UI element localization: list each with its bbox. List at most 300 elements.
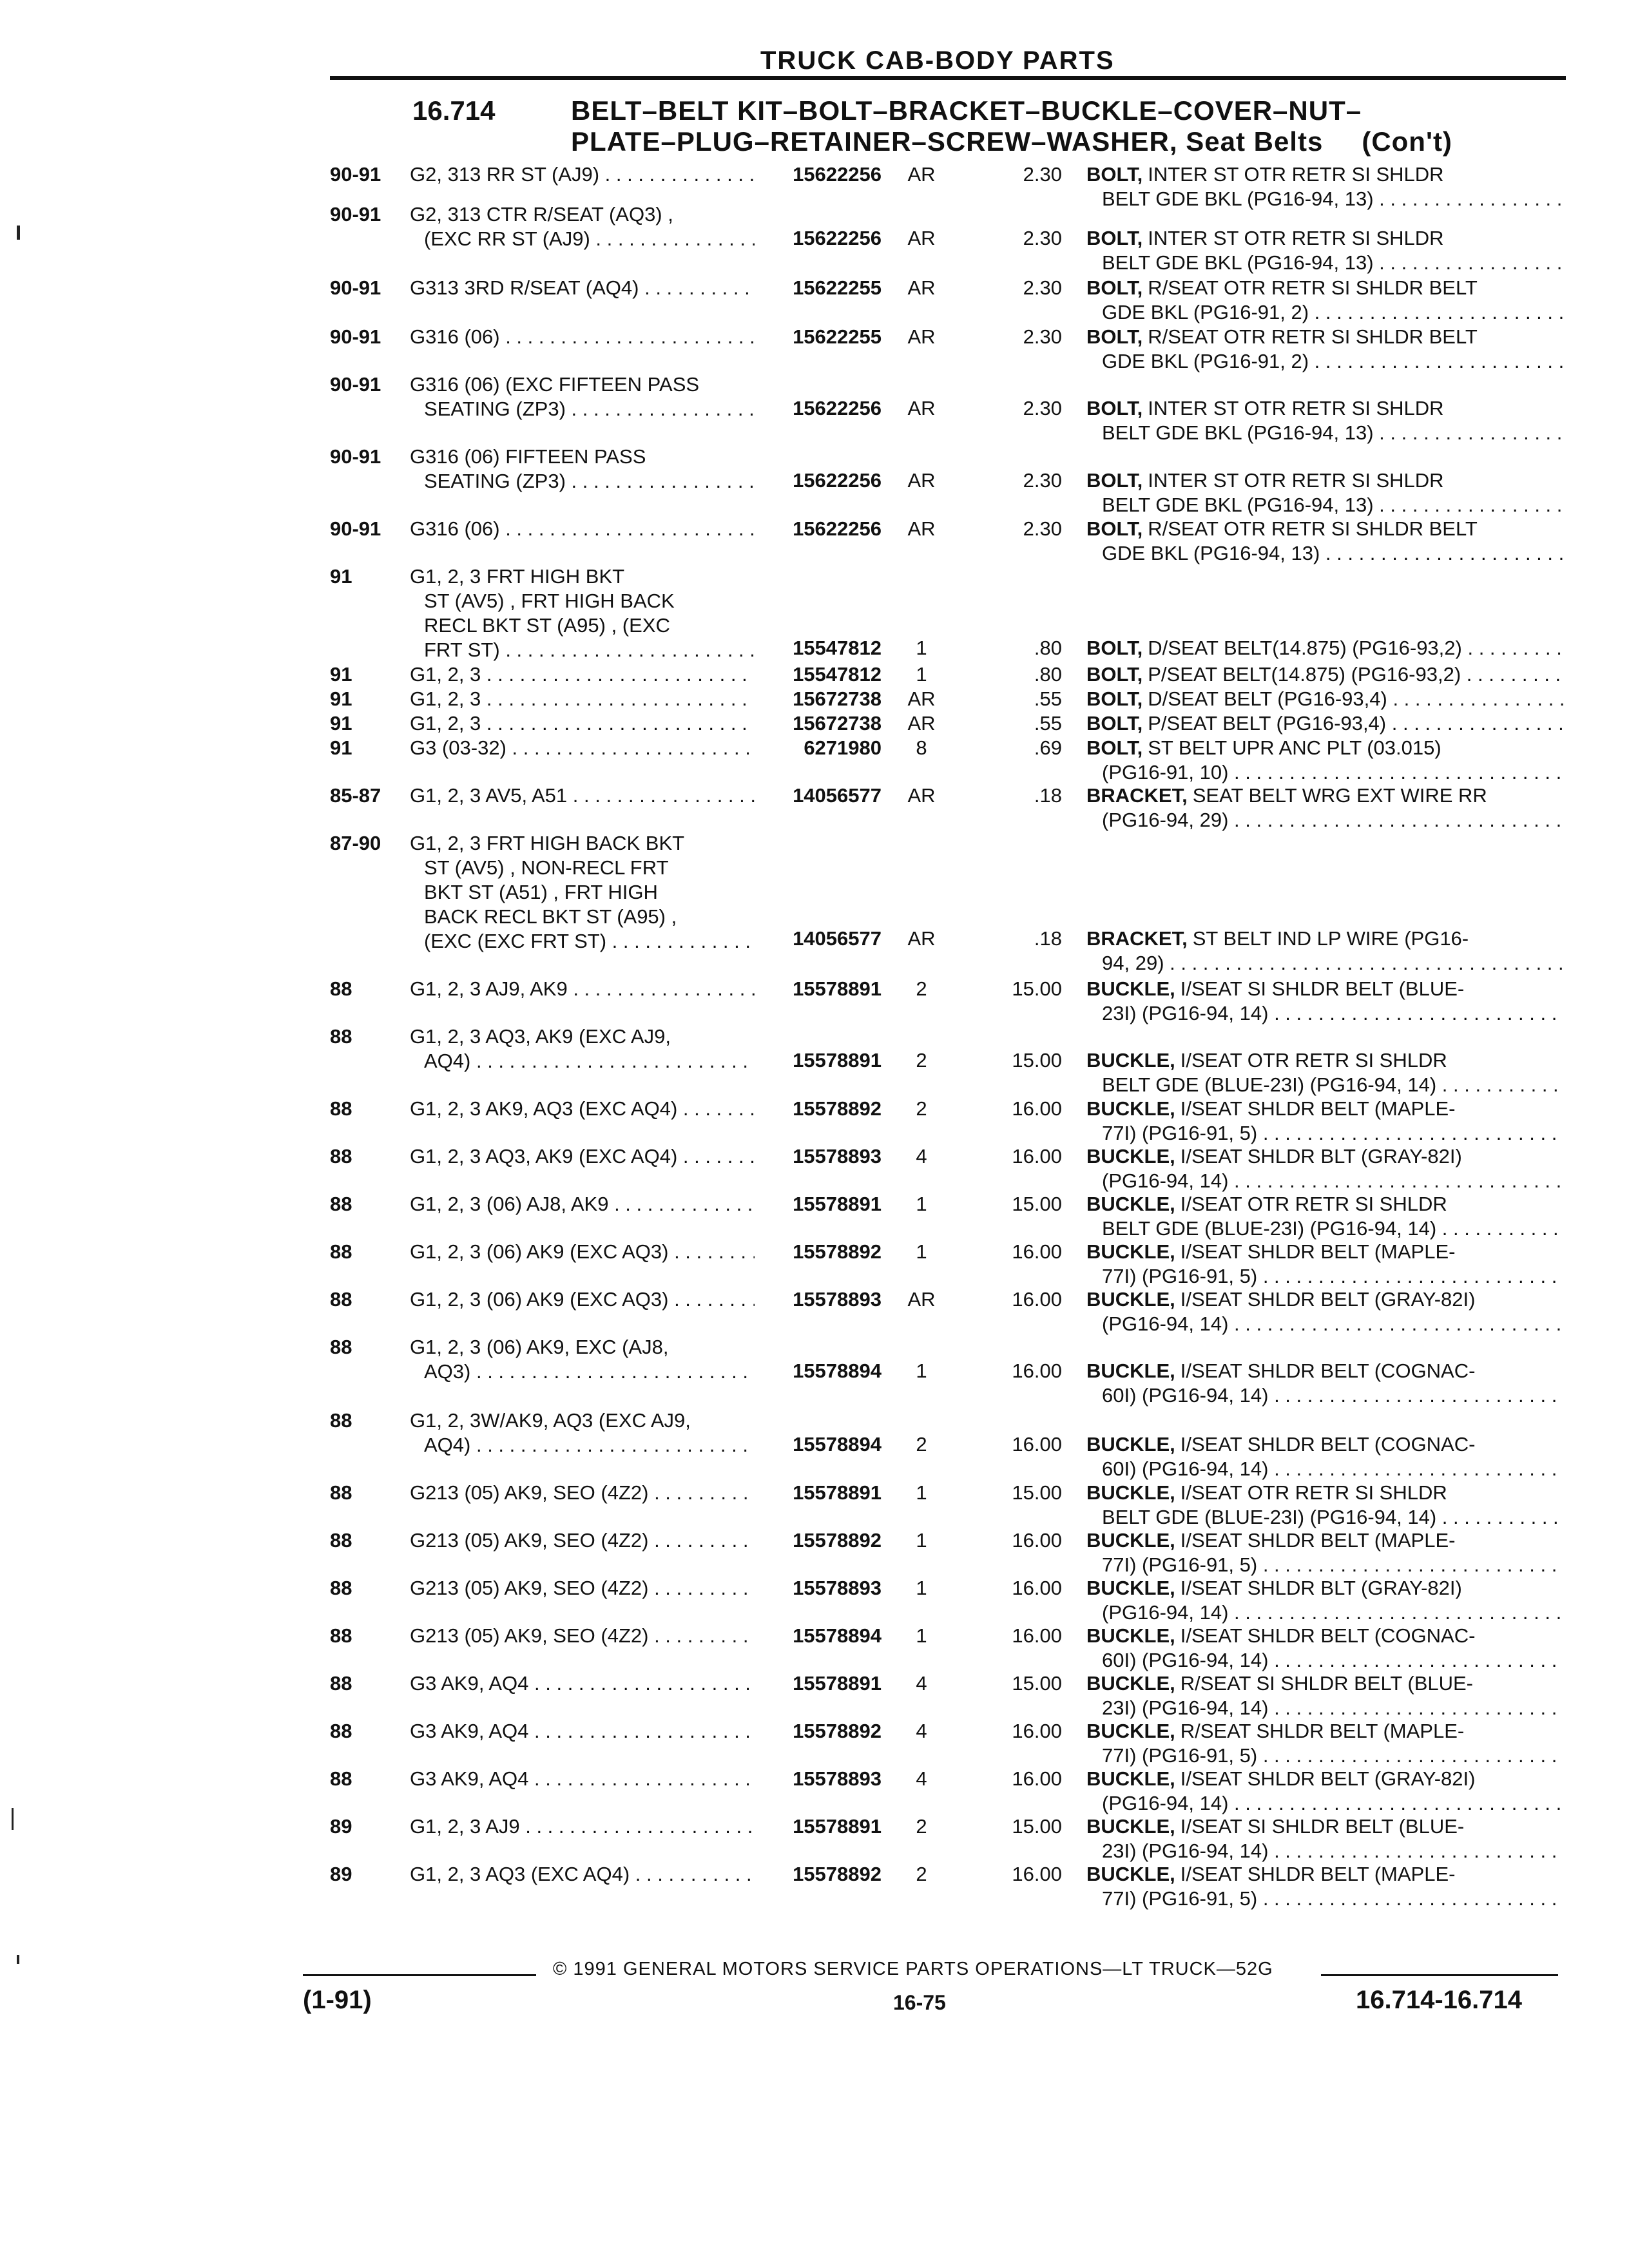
part-number: 15578891: [793, 1049, 882, 1072]
part-description: [1086, 1719, 1563, 1768]
quantity: 2: [916, 1049, 927, 1072]
application-line: AQ4) . . .: [410, 1049, 755, 1073]
section-number: 16.714: [412, 95, 496, 126]
application-text: [410, 736, 755, 760]
model-year: 91: [330, 712, 352, 735]
description-text: I/SEAT SHLDR BELT (GRAY-82I): [1180, 1767, 1476, 1790]
application-line: G316 (06) . . .: [410, 517, 755, 541]
application-line: G3 AK9, AQ4 . . .: [410, 1767, 755, 1791]
application-line: G1, 2, 3 (06) AK9, EXC (AJ8,: [410, 1336, 669, 1358]
quantity: 4: [916, 1720, 927, 1742]
description-text: I/SEAT OTR RETR SI SHLDR: [1180, 1193, 1447, 1215]
part-description: [1086, 1048, 1563, 1097]
description-line: [1086, 1576, 1563, 1600]
part-number: 15622256: [793, 517, 882, 540]
description-text: I/SEAT SHLDR BELT (MAPLE-: [1180, 1529, 1456, 1552]
application-line: G2, 313 RR ST (AJ9) . . .: [410, 162, 755, 187]
description-line: (PG16-91, 10) . . .: [1086, 760, 1563, 785]
application-line: G1, 2, 3 AQ3 (EXC AQ4) . . .: [410, 1862, 755, 1887]
quantity: AR: [907, 1288, 936, 1311]
part-name: BUCKLE,: [1086, 1360, 1175, 1382]
description-line: 60I) (PG16-94, 14) . . .: [1086, 1457, 1563, 1481]
part-name: BUCKLE,: [1086, 977, 1175, 1000]
price: .55: [1034, 712, 1062, 735]
description-line: [1086, 517, 1563, 541]
model-year: 89: [330, 1863, 352, 1885]
application-text: [410, 1481, 755, 1505]
application-text: [410, 276, 755, 300]
part-description: [1086, 1144, 1563, 1193]
part-name: BOLT,: [1086, 276, 1143, 299]
price: 16.00: [1012, 1720, 1062, 1742]
part-number: 6271980: [804, 736, 882, 759]
application-text: [410, 711, 755, 736]
model-year: 88: [330, 1720, 352, 1742]
quantity: 2: [916, 977, 927, 1000]
price: 15.00: [1012, 1481, 1062, 1504]
model-year: 90-91: [330, 276, 381, 299]
description-text: SEAT BELT WRG EXT WIRE RR: [1192, 784, 1487, 807]
price: 16.00: [1012, 1240, 1062, 1263]
part-number: 14056577: [793, 784, 882, 807]
model-year: 88: [330, 1025, 352, 1048]
description-text: I/SEAT SHLDR BELT (MAPLE-: [1180, 1097, 1456, 1120]
part-name: BOLT,: [1086, 469, 1143, 492]
part-description: [1086, 162, 1563, 211]
quantity: AR: [907, 276, 936, 299]
part-name: BUCKLE,: [1086, 1193, 1175, 1215]
description-line: [1086, 325, 1563, 349]
application-line: AQ4) . . .: [410, 1433, 755, 1457]
model-year: 88: [330, 1529, 352, 1552]
description-text: P/SEAT BELT(14.875) (PG16-93,2): [1148, 663, 1461, 686]
part-description: [1086, 1097, 1563, 1146]
quantity: 2: [916, 1097, 927, 1120]
application-text: [410, 517, 755, 541]
description-text: R/SEAT SHLDR BELT (MAPLE-: [1180, 1720, 1465, 1742]
model-year: 90-91: [330, 203, 381, 226]
application-text: [410, 1528, 755, 1553]
description-line: [1086, 687, 1563, 711]
quantity: 1: [916, 1577, 927, 1599]
application-text: [410, 1624, 755, 1648]
description-line: [1086, 1862, 1563, 1887]
part-number: 15672738: [793, 687, 882, 710]
model-year: 88: [330, 1240, 352, 1263]
part-description: [1086, 783, 1563, 832]
model-year: 88: [330, 977, 352, 1000]
description-line: 77I) (PG16-91, 5) . . .: [1086, 1121, 1563, 1146]
description-line: [1086, 1240, 1563, 1264]
description-text: INTER ST OTR RETR SI SHLDR: [1148, 163, 1444, 186]
application-line: AQ3) . . .: [410, 1360, 755, 1384]
part-name: BOLT,: [1086, 227, 1143, 249]
application-line: G3 AK9, AQ4 . . .: [410, 1719, 755, 1744]
part-name: BUCKLE,: [1086, 1624, 1175, 1647]
part-description: [1086, 1576, 1563, 1625]
part-number: 15622255: [793, 325, 882, 348]
part-number: 15578891: [793, 1193, 882, 1215]
binding-mark: [12, 1808, 14, 1830]
model-year: 91: [330, 565, 352, 588]
description-line: [1086, 1097, 1563, 1121]
model-year: 87-90: [330, 832, 381, 854]
quantity: AR: [907, 163, 936, 186]
part-number: 15578892: [793, 1240, 882, 1263]
description-line: 60I) (PG16-94, 14) . . .: [1086, 1383, 1563, 1408]
description-text: I/SEAT SI SHLDR BELT (BLUE-: [1180, 977, 1465, 1000]
quantity: AR: [907, 927, 936, 950]
description-line: [1086, 1144, 1563, 1169]
application-text: [410, 831, 755, 954]
application-line: G1, 2, 3 AQ3, AK9 (EXC AJ9,: [410, 1025, 671, 1048]
price: 15.00: [1012, 977, 1062, 1000]
application-text: [410, 372, 755, 421]
model-year: 85-87: [330, 784, 381, 807]
application-text: [410, 1671, 755, 1696]
quantity: AR: [907, 397, 936, 419]
description-line: [1086, 1814, 1563, 1839]
model-year: 88: [330, 1336, 352, 1358]
part-name: BOLT,: [1086, 163, 1143, 186]
application-line: G213 (05) AK9, SEO (4Z2) . . .: [410, 1576, 755, 1600]
description-line: GDE BKL (PG16-91, 2) . . .: [1086, 349, 1563, 374]
price: 2.30: [1023, 469, 1062, 492]
description-line: BELT GDE (BLUE-23I) (PG16-94, 14) . . .: [1086, 1505, 1563, 1530]
quantity: AR: [907, 325, 936, 348]
part-number: 15547812: [793, 637, 882, 659]
application-line: BACK RECL BKT ST (A95) ,: [424, 905, 677, 928]
part-number: 15622256: [793, 163, 882, 186]
part-description: [1086, 325, 1563, 374]
application-text: [410, 1719, 755, 1744]
description-text: I/SEAT SHLDR BELT (MAPLE-: [1180, 1863, 1456, 1885]
application-text: [410, 202, 755, 251]
part-number: 15578894: [793, 1433, 882, 1456]
part-description: [1086, 636, 1563, 660]
application-line: G213 (05) AK9, SEO (4Z2) . . .: [410, 1528, 755, 1553]
price: 15.00: [1012, 1193, 1062, 1215]
price: 2.30: [1023, 325, 1062, 348]
application-line: (EXC RR ST (AJ9) . . .: [410, 227, 755, 251]
footer-rule-left: [303, 1974, 536, 1976]
application-line: ST (AV5) , FRT HIGH BACK: [424, 590, 675, 612]
price: 2.30: [1023, 276, 1062, 299]
quantity: AR: [907, 784, 936, 807]
description-text: I/SEAT SHLDR BLT (GRAY-82I): [1180, 1577, 1462, 1599]
description-line: BELT GDE (BLUE-23I) (PG16-94, 14) . . .: [1086, 1073, 1563, 1097]
model-year: 88: [330, 1767, 352, 1790]
part-description: [1086, 1814, 1563, 1863]
price: .69: [1034, 736, 1062, 759]
description-line: [1086, 1528, 1563, 1553]
model-year: 91: [330, 736, 352, 759]
application-text: [410, 783, 755, 808]
application-line: G1, 2, 3 . . .: [410, 662, 755, 687]
application-line: G1, 2, 3W/AK9, AQ3 (EXC AJ9,: [410, 1409, 691, 1432]
application-text: [410, 977, 755, 1001]
price: 16.00: [1012, 1360, 1062, 1382]
binding-mark: [17, 1955, 19, 1964]
price: 15.00: [1012, 1049, 1062, 1072]
model-year: 91: [330, 687, 352, 710]
model-year: 91: [330, 663, 352, 686]
description-text: D/SEAT BELT (PG16-93,4): [1148, 687, 1387, 710]
application-text: [410, 1335, 755, 1384]
price: 15.00: [1012, 1672, 1062, 1695]
footer-page-number: 16-75: [893, 1991, 946, 2014]
application-text: [410, 1144, 755, 1169]
part-name: BUCKLE,: [1086, 1863, 1175, 1885]
part-name: BOLT,: [1086, 736, 1143, 759]
price: 16.00: [1012, 1433, 1062, 1456]
part-name: BUCKLE,: [1086, 1767, 1175, 1790]
description-line: [1086, 276, 1563, 300]
application-line: FRT ST) . . .: [410, 638, 755, 662]
part-name: BUCKLE,: [1086, 1433, 1175, 1456]
description-line: GDE BKL (PG16-94, 13) . . .: [1086, 541, 1563, 566]
part-name: BRACKET,: [1086, 784, 1188, 807]
part-name: BOLT,: [1086, 517, 1143, 540]
application-text: [410, 662, 755, 687]
model-year: 88: [330, 1672, 352, 1695]
description-text: ST BELT UPR ANC PLT (03.015): [1148, 736, 1441, 759]
application-line: SEATING (ZP3) . . .: [410, 397, 755, 421]
description-line: [1086, 1432, 1563, 1457]
description-text: I/SEAT SI SHLDR BELT (BLUE-: [1180, 1815, 1465, 1838]
application-line: G3 AK9, AQ4 . . .: [410, 1671, 755, 1696]
description-line: 77I) (PG16-91, 5) . . .: [1086, 1744, 1563, 1768]
description-line: [1086, 1048, 1563, 1073]
model-year: 90-91: [330, 373, 381, 396]
quantity: 4: [916, 1145, 927, 1168]
description-line: (PG16-94, 14) . . .: [1086, 1791, 1563, 1816]
part-number: 15578894: [793, 1624, 882, 1647]
part-number: 15578893: [793, 1288, 882, 1311]
part-description: [1086, 396, 1563, 445]
part-name: BUCKLE,: [1086, 1815, 1175, 1838]
application-line: G316 (06) . . .: [410, 325, 755, 349]
application-text: [410, 1767, 755, 1791]
model-year: 88: [330, 1145, 352, 1168]
part-number: 15578892: [793, 1097, 882, 1120]
section-title-line1: BELT–BELT KIT–BOLT–BRACKET–BUCKLE–COVER–NUT–: [571, 95, 1362, 126]
part-description: [1086, 1287, 1563, 1336]
description-line: [1086, 927, 1563, 951]
application-text: [410, 564, 755, 662]
description-line: [1086, 1359, 1563, 1383]
description-line: BELT GDE (BLUE-23I) (PG16-94, 14) . . .: [1086, 1216, 1563, 1241]
part-number: 15622255: [793, 276, 882, 299]
quantity: 1: [916, 1360, 927, 1382]
quantity: 4: [916, 1767, 927, 1790]
application-text: [410, 325, 755, 349]
part-number: 15622256: [793, 227, 882, 249]
price: 2.30: [1023, 227, 1062, 249]
part-number: 15578893: [793, 1577, 882, 1599]
price: .55: [1034, 687, 1062, 710]
application-text: [410, 1814, 755, 1839]
description-text: INTER ST OTR RETR SI SHLDR: [1148, 469, 1444, 492]
part-description: [1086, 1671, 1563, 1720]
quantity: 4: [916, 1672, 927, 1695]
price: 2.30: [1023, 517, 1062, 540]
part-number: 15547812: [793, 663, 882, 686]
application-line: G1, 2, 3 FRT HIGH BACK BKT: [410, 832, 685, 854]
description-line: 23I) (PG16-94, 14) . . .: [1086, 1001, 1563, 1026]
quantity: 2: [916, 1863, 927, 1885]
description-line: [1086, 1624, 1563, 1648]
description-text: R/SEAT OTR RETR SI SHLDR BELT: [1148, 325, 1478, 348]
description-line: [1086, 396, 1563, 421]
part-name: BOLT,: [1086, 687, 1143, 710]
part-name: BOLT,: [1086, 397, 1143, 419]
binding-mark: [17, 226, 20, 240]
application-line: G316 (06) (EXC FIFTEEN PASS: [410, 373, 700, 396]
description-line: [1086, 1671, 1563, 1696]
part-number: 14056577: [793, 927, 882, 950]
description-line: 23I) (PG16-94, 14) . . .: [1086, 1696, 1563, 1720]
part-name: BUCKLE,: [1086, 1577, 1175, 1599]
price: 2.30: [1023, 397, 1062, 419]
price: 16.00: [1012, 1863, 1062, 1885]
part-description: [1086, 1432, 1563, 1481]
application-line: G3 (03-32) . . .: [410, 736, 755, 760]
description-line: [1086, 736, 1563, 760]
description-line: [1086, 162, 1563, 187]
model-year: 89: [330, 1815, 352, 1838]
description-line: [1086, 226, 1563, 251]
description-line: [1086, 636, 1563, 660]
description-line: 77I) (PG16-91, 5) . . .: [1086, 1887, 1563, 1911]
application-line: G213 (05) AK9, SEO (4Z2) . . .: [410, 1624, 755, 1648]
part-description: [1086, 517, 1563, 566]
part-number: 15622256: [793, 469, 882, 492]
part-number: 15578892: [793, 1529, 882, 1552]
application-text: [410, 1240, 755, 1264]
part-description: [1086, 468, 1563, 517]
application-line: G1, 2, 3 . . .: [410, 687, 755, 711]
part-name: BOLT,: [1086, 712, 1143, 735]
footer-date-code: (1-91): [303, 1986, 372, 2014]
model-year: 90-91: [330, 445, 381, 468]
application-line: G1, 2, 3 (06) AK9 (EXC AQ3) . . .: [410, 1287, 755, 1312]
application-line: ST (AV5) , NON-RECL FRT: [424, 856, 669, 879]
part-description: [1086, 662, 1563, 687]
price: 16.00: [1012, 1288, 1062, 1311]
description-line: BELT GDE BKL (PG16-94, 13) . . .: [1086, 251, 1563, 275]
description-line: BELT GDE BKL (PG16-94, 13) . . .: [1086, 187, 1563, 211]
application-line: (EXC (EXC FRT ST) . . .: [410, 929, 755, 954]
price: .18: [1034, 927, 1062, 950]
part-number: 15578891: [793, 1481, 882, 1504]
description-line: GDE BKL (PG16-91, 2) . . .: [1086, 300, 1563, 325]
section-title-line2-text: PLATE–PLUG–RETAINER–SCREW–WASHER, Seat Belts: [571, 126, 1324, 157]
application-line: G1, 2, 3 FRT HIGH BKT: [410, 565, 625, 588]
description-text: I/SEAT SHLDR BELT (GRAY-82I): [1180, 1288, 1476, 1311]
description-text: INTER ST OTR RETR SI SHLDR: [1148, 397, 1444, 419]
price: 16.00: [1012, 1577, 1062, 1599]
part-name: BUCKLE,: [1086, 1097, 1175, 1120]
application-line: G1, 2, 3 AJ9, AK9 . . .: [410, 977, 755, 1001]
application-line: G2, 313 CTR R/SEAT (AQ3) ,: [410, 203, 673, 226]
model-year: 88: [330, 1481, 352, 1504]
application-text: [410, 1408, 755, 1457]
quantity: 1: [916, 1193, 927, 1215]
description-line: 23I) (PG16-94, 14) . . .: [1086, 1839, 1563, 1863]
description-line: 94, 29) . . .: [1086, 951, 1563, 975]
description-text: I/SEAT SHLDR BELT (COGNAC-: [1180, 1433, 1476, 1456]
footer-copyright: © 1991 GENERAL MOTORS SERVICE PARTS OPERATIONS—LT TRUCK—52G: [553, 1959, 1273, 1979]
part-description: [1086, 736, 1563, 785]
description-line: BELT GDE BKL (PG16-94, 13) . . .: [1086, 493, 1563, 517]
quantity: 1: [916, 1481, 927, 1504]
application-line: G213 (05) AK9, SEO (4Z2) . . .: [410, 1481, 755, 1505]
application-text: [410, 162, 755, 187]
description-line: 77I) (PG16-91, 5) . . .: [1086, 1264, 1563, 1289]
description-text: P/SEAT BELT (PG16-93,4): [1148, 712, 1387, 735]
description-line: [1086, 1287, 1563, 1312]
quantity: 1: [916, 1624, 927, 1647]
description-text: I/SEAT SHLDR BELT (COGNAC-: [1180, 1624, 1476, 1647]
quantity: 1: [916, 1240, 927, 1263]
price: 16.00: [1012, 1145, 1062, 1168]
quantity: AR: [907, 517, 936, 540]
description-line: 60I) (PG16-94, 14) . . .: [1086, 1648, 1563, 1673]
description-line: [1086, 783, 1563, 808]
part-name: BUCKLE,: [1086, 1288, 1175, 1311]
price: 2.30: [1023, 163, 1062, 186]
part-description: [1086, 927, 1563, 975]
model-year: 88: [330, 1577, 352, 1599]
quantity: AR: [907, 469, 936, 492]
price: 15.00: [1012, 1815, 1062, 1838]
application-line: BKT ST (A51) , FRT HIGH: [424, 881, 658, 903]
part-number: 15578892: [793, 1863, 882, 1885]
part-number: 15578893: [793, 1767, 882, 1790]
part-number: 15578894: [793, 1360, 882, 1382]
part-name: BUCKLE,: [1086, 1049, 1175, 1072]
page-header-title: TRUCK CAB-BODY PARTS: [760, 46, 1115, 75]
model-year: 88: [330, 1288, 352, 1311]
quantity: 2: [916, 1815, 927, 1838]
part-description: [1086, 687, 1563, 711]
model-year: 90-91: [330, 325, 381, 348]
part-description: [1086, 1359, 1563, 1408]
part-description: [1086, 1240, 1563, 1289]
part-name: BUCKLE,: [1086, 1720, 1175, 1742]
part-name: BUCKLE,: [1086, 1529, 1175, 1552]
application-line: G1, 2, 3 AV5, A51 . . .: [410, 783, 755, 808]
footer-section-range: 16.714-16.714: [1356, 1986, 1523, 2014]
description-line: [1086, 1719, 1563, 1744]
part-description: [1086, 977, 1563, 1026]
footer-rule-right: [1321, 1974, 1558, 1976]
part-number: 15578892: [793, 1720, 882, 1742]
application-text: [410, 1024, 755, 1073]
application-line: G316 (06) FIFTEEN PASS: [410, 445, 646, 468]
description-line: (PG16-94, 14) . . .: [1086, 1312, 1563, 1336]
part-description: [1086, 1481, 1563, 1530]
description-text: I/SEAT SHLDR BLT (GRAY-82I): [1180, 1145, 1462, 1168]
part-name: BUCKLE,: [1086, 1240, 1175, 1263]
description-text: ST BELT IND LP WIRE (PG16-: [1192, 927, 1469, 950]
model-year: 88: [330, 1409, 352, 1432]
application-text: [410, 1287, 755, 1312]
section-title-line2: [571, 126, 1452, 157]
description-text: R/SEAT OTR RETR SI SHLDR BELT: [1148, 276, 1478, 299]
part-number: 15578891: [793, 977, 882, 1000]
